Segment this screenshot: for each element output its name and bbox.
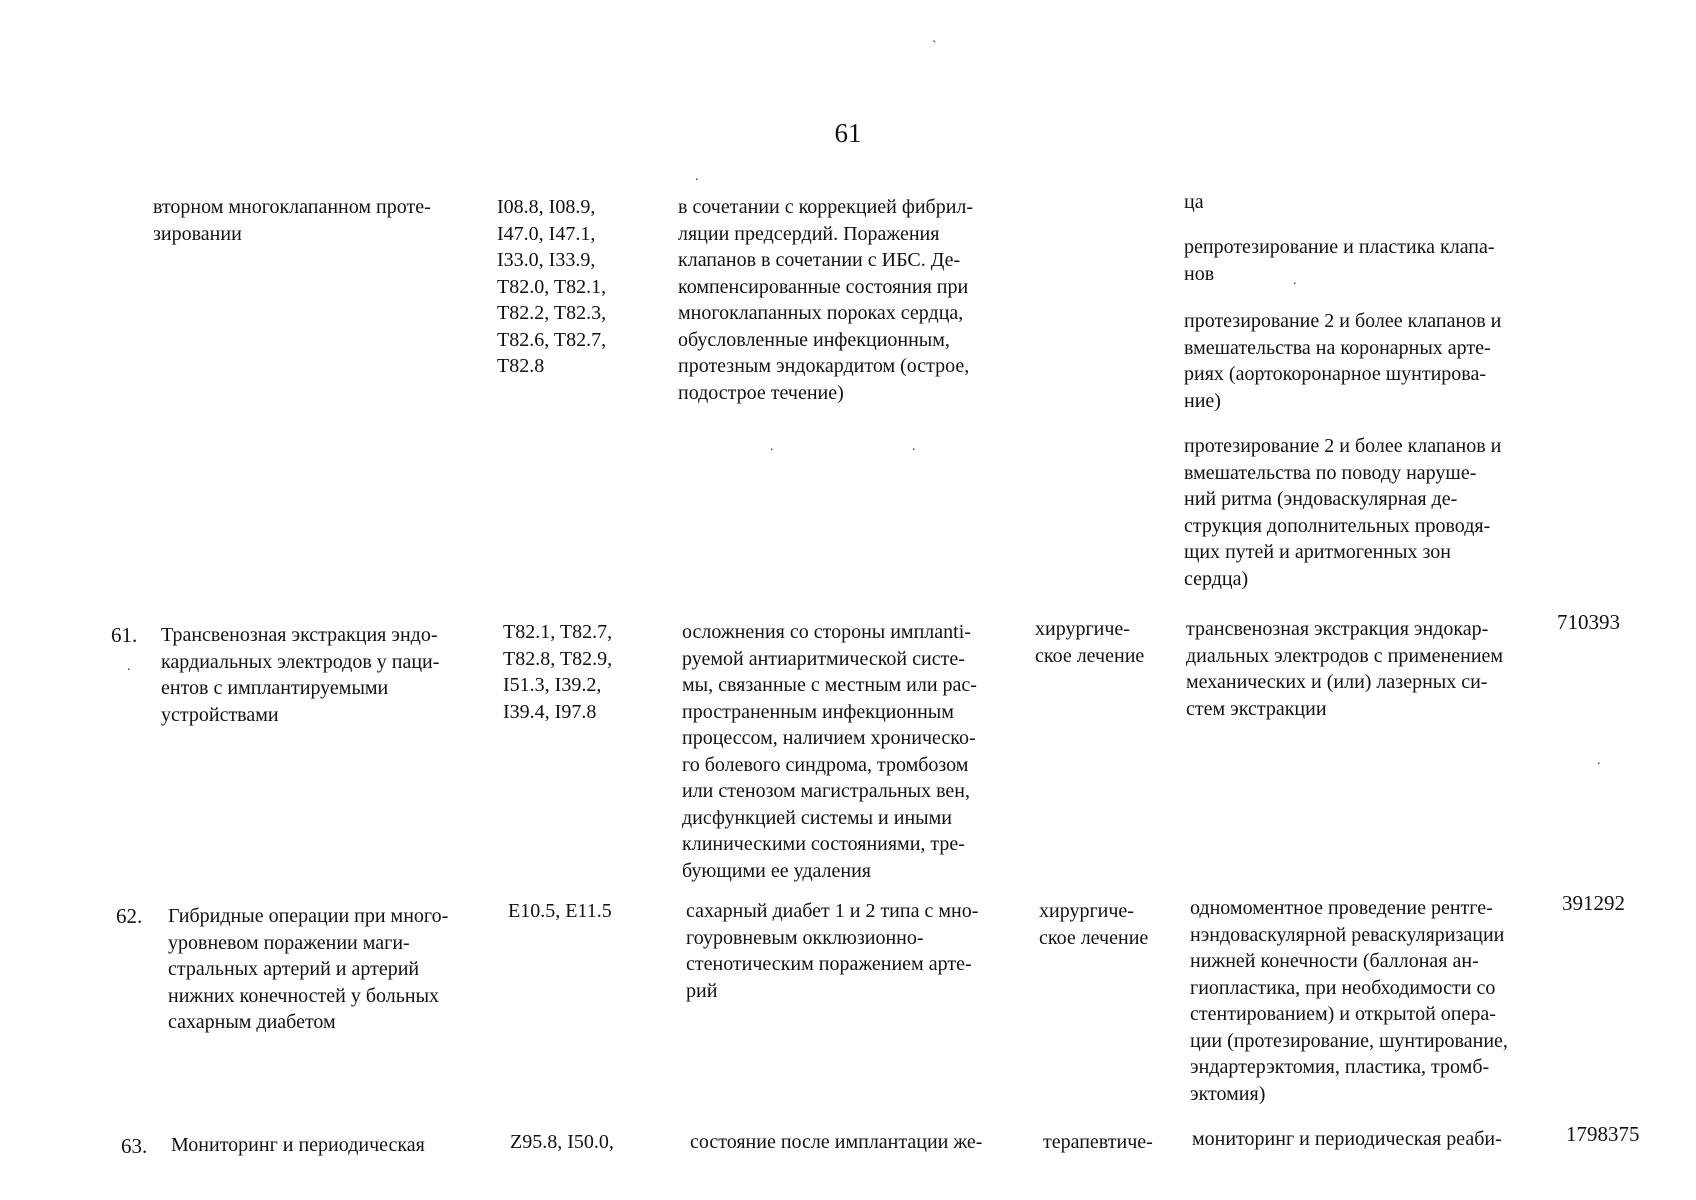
row-treatment-type: хирургиче- ское лечение: [1039, 900, 1149, 949]
row-method: репротезирование и пластика клапа- нов: [1184, 236, 1495, 285]
scan-speck: .: [770, 439, 774, 454]
row-method: мониторинг и периодическая реаби-: [1192, 1128, 1502, 1150]
row-treatment-type: хирургиче- ское лечение: [1035, 618, 1145, 667]
row-codes: E10.5, E11.5: [508, 900, 612, 922]
row-number: 63.: [121, 1134, 148, 1158]
row-codes: T82.1, T82.7, T82.8, T82.9, I51.3, I39.2, I39.4, I97.8: [503, 621, 613, 723]
row-codes: I08.8, I08.9, I47.0, I47.1, I33.0, I33.9, T82.0, T82.1, T82.2, T82.3, T82.6, T82.7, T82.8: [497, 196, 607, 377]
row-treatment-type: терапевтиче-: [1043, 1131, 1153, 1153]
row-cost: 1798375: [1566, 1122, 1640, 1146]
scan-speck: .: [1293, 273, 1297, 288]
row-method: одномоментное проведение рентге- нэндоваскулярной реваскуляризации нижней конечности (баллоная ан- гиопластика, при необходимости со стентированием) и открытой опера- ции (протезирование, шунтирование, эндартерэктомия, пластика, тромб- эктомия): [1190, 897, 1508, 1105]
row-model: осложнения со стороны имплanti- руемой антиаритмической систе- мы, связанные с местным или рас- пространенным инфекционным процессом, наличием хроническо- го болевого синдрома, тромбозом или стенозом магистральных вен, дисфункцией системы и иными клиническими состояниями, тре- бующими ее удаления: [682, 621, 977, 882]
scan-speck: .: [695, 169, 699, 184]
row-model: состояние после имплантации же-: [690, 1131, 983, 1153]
row-cost: 391292: [1562, 891, 1625, 915]
row-method: ца: [1184, 191, 1204, 213]
scan-speck: .: [912, 439, 916, 454]
row-method: протезирование 2 и более клапанов и вмешательства на коронарных арте- риях (аортокоронарное шунтирова- ние): [1184, 310, 1502, 412]
scan-speck: .: [127, 659, 131, 674]
scan-speck: `: [932, 39, 937, 54]
row-number: 61.: [111, 623, 138, 647]
row-name: Гибридные операции при много- уровневом поражении маги- стральных артерий и артерий нижних конечностей у больных сахарным диабетом: [168, 905, 449, 1033]
row-name: Мониторинг и периодическая: [171, 1134, 425, 1156]
row-method: протезирование 2 и более клапанов и вмешательства по поводу наруше- ний ритма (эндоваскулярная де- струкция дополнительных проводя- щих путей и аритмогенных зон сердца): [1184, 435, 1502, 590]
row-number: 62.: [116, 904, 143, 928]
row-codes: Z95.8, I50.0,: [510, 1131, 614, 1153]
row-name: Трансвенозная экстракция эндо- кардиальных электродов у паци- ентов с имплантируемыми устройствами: [161, 624, 440, 726]
row-cost: 710393: [1557, 610, 1620, 634]
row-model: в сочетании с коррекцией фибрил- ляции предсердий. Поражения клапанов в сочетании с ИБС. Де- компенсированные состояния при многоклапанных пороках сердца, обусловленные инфекционным, протезным эндокардитом (острое, подострое течение): [678, 196, 974, 404]
scan-speck: .: [1597, 753, 1601, 768]
row-model: сахарный диабет 1 и 2 типа с мно- гоуровневым окклюзионно- стенотическим поражением арте- рий: [686, 900, 979, 1002]
row-method: трансвенозная экстракция эндокар- диальных электродов с применением механических и (или) лазерных си- стем экстракции: [1186, 618, 1504, 720]
page-number: 61: [834, 118, 862, 148]
row-name: вторном многоклапанном проте- зировании: [153, 196, 431, 245]
